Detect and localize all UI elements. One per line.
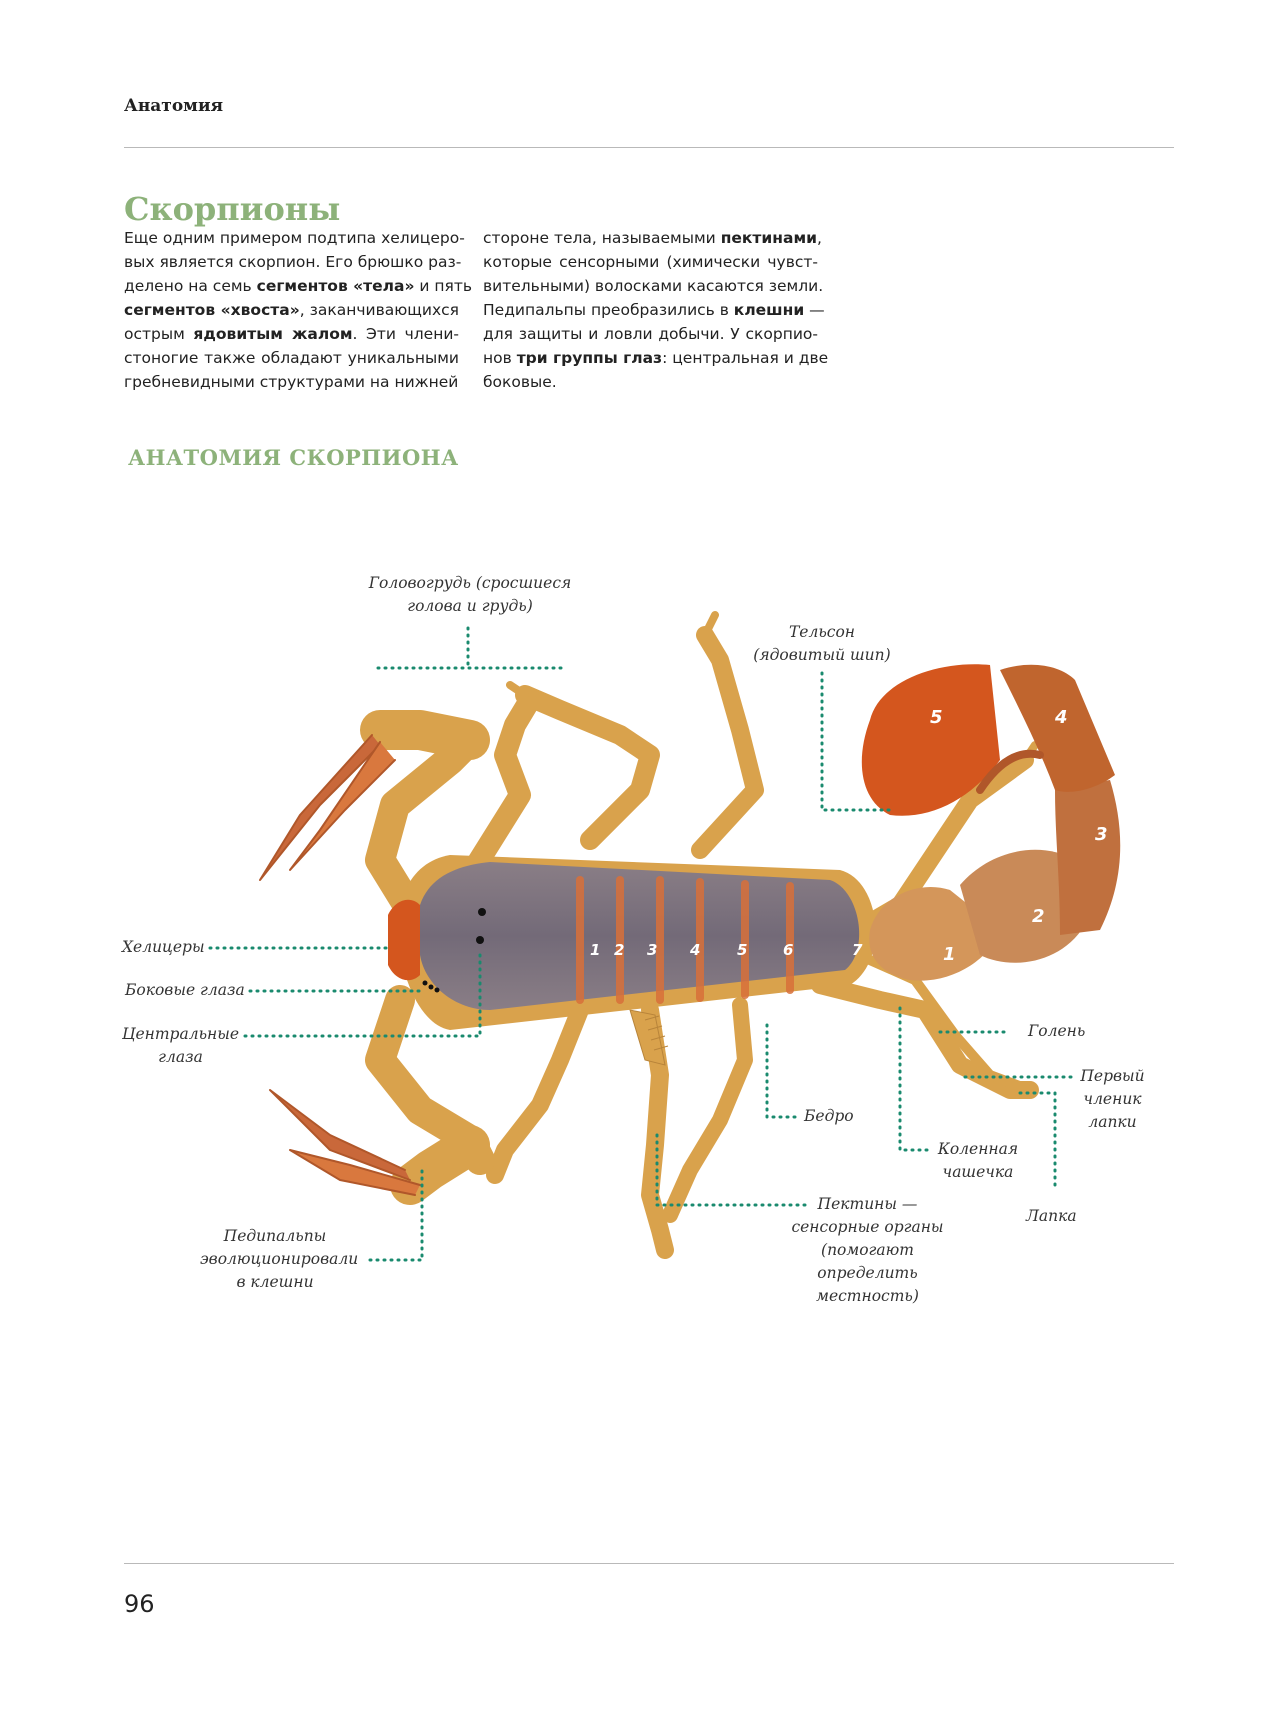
bold-term: сегментов «тела» — [256, 277, 415, 295]
text-run: делено на семь — [124, 277, 257, 295]
text-run: которые сенсорными (химически чувст- — [483, 253, 818, 271]
tail-segment-number: 3 — [1095, 824, 1108, 845]
running-head: Анатомия — [124, 96, 224, 116]
body-segment-number: 5 — [737, 941, 748, 959]
tail — [862, 664, 1120, 980]
label-chelicerae: Хелицеры — [122, 938, 205, 956]
body-segment-number: 4 — [690, 941, 701, 959]
text-run: стороне тела, называемыми — [483, 229, 721, 247]
label-tibia: Голень — [1028, 1022, 1086, 1040]
tail-segment-number: 2 — [1032, 906, 1045, 927]
text-run: : центральная и две — [662, 349, 829, 367]
page-number: 96 — [124, 1590, 155, 1618]
text-run: для защиты и ловли добычи. У скорпио- — [483, 325, 818, 343]
text-run: боковые. — [483, 373, 557, 391]
label-cephalothorax: Головогрудь (сросшиеся голова и грудь) — [368, 574, 572, 615]
label-pectines: Пектины — сенсорные органы (помогают определить местность) — [791, 1195, 944, 1305]
text-run: вительными) волосками касаются земли. — [483, 277, 824, 295]
text-run: — — [804, 301, 825, 319]
body — [388, 855, 875, 1030]
body-segment-number: 7 — [852, 941, 863, 959]
text-run: нов — [483, 349, 517, 367]
tail-segment-number: 5 — [930, 707, 943, 728]
bold-term: клешни — [733, 301, 805, 319]
text-run: , — [816, 229, 822, 247]
label-lateral-eyes: Боковые глаза — [125, 981, 245, 999]
text-run: . Эти члени- — [352, 325, 459, 343]
bold-term: три группы глаз — [516, 349, 663, 367]
label-first-tarsus: Первый членик лапки — [1080, 1067, 1145, 1131]
text-run: и пять — [414, 277, 473, 295]
body-segment-number: 1 — [590, 941, 601, 959]
bold-term: сегментов «хвоста» — [124, 301, 300, 319]
bold-term: ядовитым жалом — [193, 325, 353, 343]
label-central-eyes: Центральные глаза — [121, 1025, 240, 1066]
body-segment-number: 2 — [614, 941, 625, 959]
text-run: Еще одним примером подтипа хелицеро- — [124, 229, 465, 247]
text-run: вых является скорпион. Его брюшко раз- — [124, 253, 462, 271]
footer-rule — [124, 1563, 1174, 1564]
text-run: гребневидными структурами на нижней — [124, 373, 459, 391]
article-title: Скорпионы — [124, 190, 341, 228]
label-tarsus: Лапка — [1026, 1207, 1077, 1225]
figure-title: АНАТОМИЯ СКОРПИОНА — [128, 445, 459, 470]
text-run: острым — [124, 325, 194, 343]
body-segment-number: 6 — [783, 941, 794, 959]
text-run: стоногие также обладают уникальными — [124, 349, 459, 367]
tail-segment-number: 4 — [1055, 707, 1068, 728]
label-telson: Тельсон (ядовитый шип) — [753, 623, 891, 664]
text-run: Педипальпы преобразились в — [483, 301, 734, 319]
body-segment-number: 3 — [647, 941, 658, 959]
label-femur: Бедро — [804, 1107, 854, 1125]
tail-segment-number: 1 — [943, 944, 956, 965]
label-pedipalps: Педипальпы эволюционировали в клешни — [200, 1227, 359, 1291]
text-run: , заканчивающихся — [299, 301, 459, 319]
bold-term: пектинами — [720, 229, 817, 247]
label-patella: Коленная чашечка — [937, 1140, 1019, 1181]
